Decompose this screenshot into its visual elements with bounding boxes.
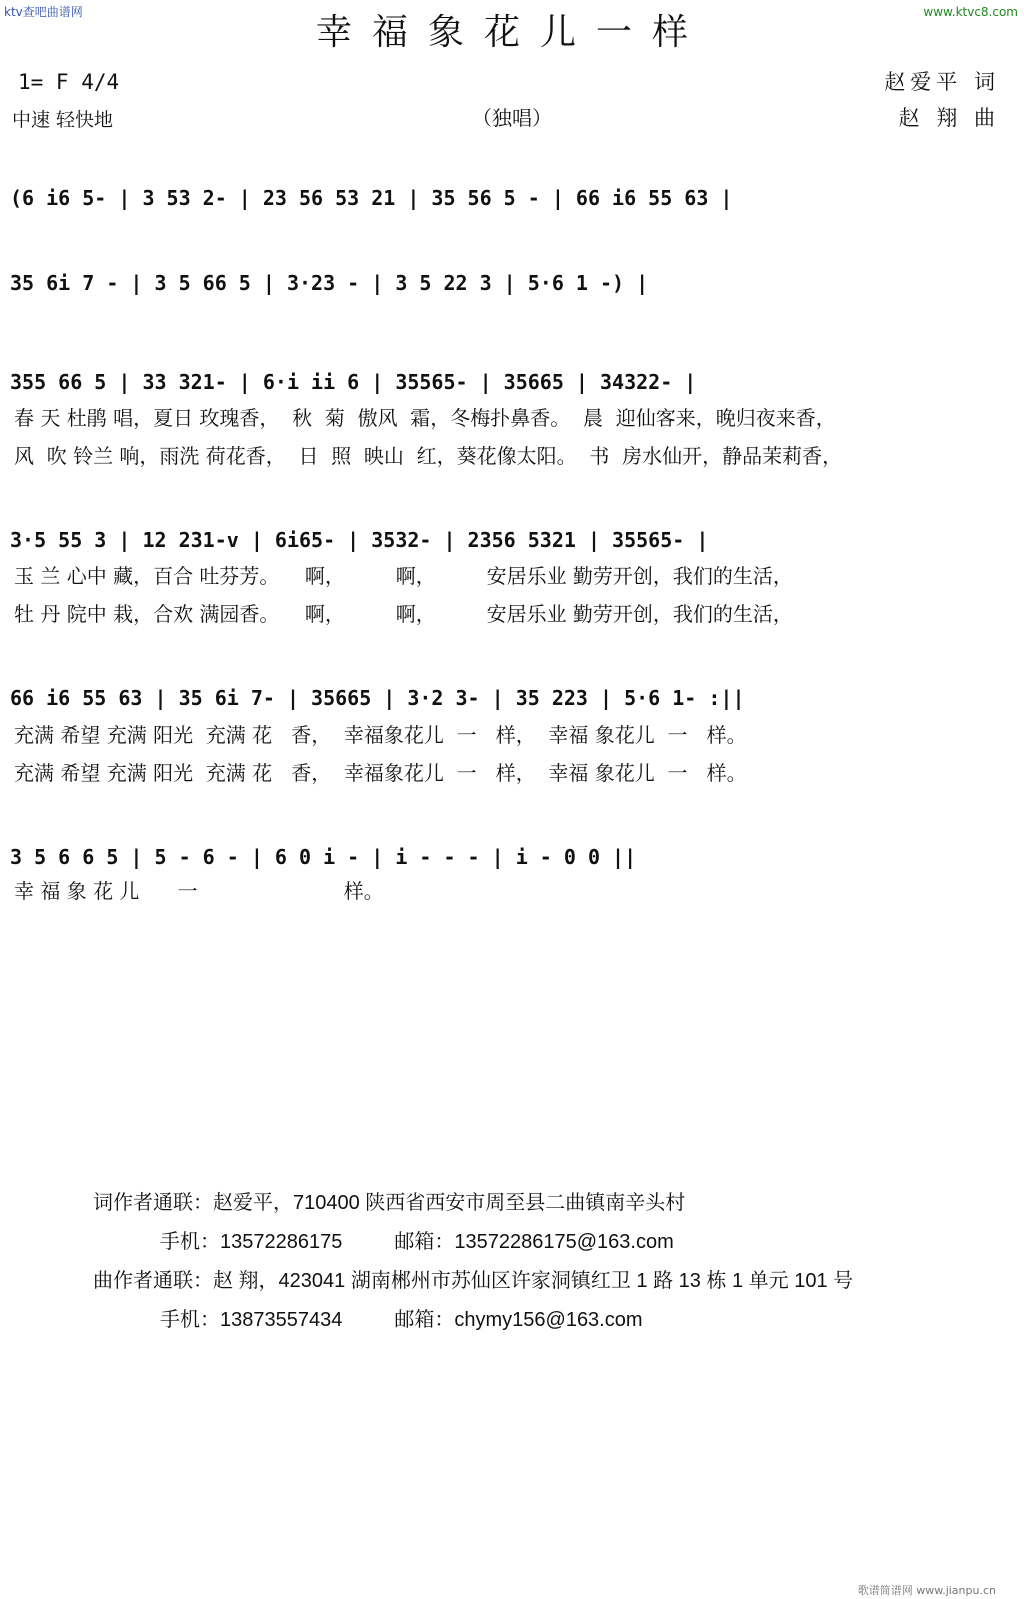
composer-contact-label: 曲作者通联： [93, 1270, 213, 1292]
composer-contact [93, 1264, 853, 1293]
lyric-verse2-row-3: 风 吹 铃兰 响，雨洗 荷花香， 日 照 映山 红，葵花像太阳。 书 房水仙开，静品茉莉香， [14, 444, 843, 468]
score-row-4: 3·5 55 3 | 12 231-v | 6i65- | 3532- | 2356 5321 | 35565- | [10, 528, 709, 552]
lyricist-contact [93, 1186, 685, 1215]
score-row-3: 355 66 5 | 33 321- | 6·i ii 6 | 35565- | 35665 | 34322- | [10, 370, 697, 394]
score-row-5: 66 i6 55 63 | 35 6i 7- | 35665 | 3·2 3- | 35 223 | 5·6 1- :|| [10, 686, 745, 710]
composer-phone: 13873557434 [220, 1309, 343, 1331]
lyricist-contact-label: 词作者通联： [93, 1192, 213, 1214]
lyricist-phone-email [160, 1225, 674, 1254]
composer-phone-label: 手机： [160, 1309, 220, 1331]
score-row-6: 3 5 6 6 5 | 5 - 6 - | 6 0 i - | i - - - | i - 0 0 || [10, 845, 637, 869]
lyric-verse1-row-4: 玉 兰 心中 藏，百合 吐芬芳。 啊， 啊， 安居乐业 勤劳开创，我们的生活， [14, 564, 793, 588]
lyricist-email: 13572286175@163.com [454, 1231, 674, 1253]
composer-credit: 赵 翔 曲 [898, 106, 1000, 130]
composer-email: chymy156@163.com [454, 1309, 643, 1331]
lyric-verse1-row-3: 春 天 杜鹃 唱，夏日 玫瑰香， 秋 菊 傲风 霜，冬梅扑鼻香。 晨 迎仙客来，晚归夜来香， [14, 406, 836, 430]
score-row-2: 35 6i 7 - | 3 5 66 5 | 3·23 - | 3 5 22 3 | 5·6 1 -) | [10, 271, 649, 295]
site-watermark-top-right: www.ktvc8.com [923, 5, 1018, 19]
lyric-verse1-row-5: 充满 希望 充满 阳光 充满 花 香， 幸福象花儿 一 样， 幸福 象花儿 一 样。 [14, 723, 747, 747]
song-title: 幸福象花儿一样 [315, 12, 708, 53]
lyricist-credit: 赵爱平 词 [884, 70, 1000, 94]
lyric-verse2-row-5: 充满 希望 充满 阳光 充满 花 香， 幸福象花儿 一 样， 幸福 象花儿 一 样。 [14, 761, 747, 785]
lyric-verse2-row-4: 牡 丹 院中 栽，合欢 满园香。 啊， 啊， 安居乐业 勤劳开创，我们的生活， [14, 602, 793, 626]
lyricist-phone: 13572286175 [220, 1231, 343, 1253]
site-watermark-top-left: ktv查吧曲谱网 [4, 5, 83, 19]
score-row-1: (6 i6 5- | 3 53 2- | 23 56 53 21 | 35 56 5 - | 66 i6 55 63 | [10, 186, 733, 210]
performance-type: （独唱） [472, 106, 552, 130]
composer-phone-email [160, 1303, 643, 1332]
tempo-marking: 中速 轻快地 [12, 109, 114, 131]
lyricist-email-label: 邮箱： [394, 1231, 455, 1253]
composer-email-label: 邮箱： [394, 1309, 455, 1331]
site-watermark-bottom-right: 歌谱简谱网 www.jianpu.cn [857, 1584, 996, 1597]
composer-contact-address: 赵 翔，423041 湖南郴州市苏仙区许家洞镇红卫 1 路 13 栋 1 单元 101 号 [213, 1270, 854, 1292]
key-signature: 1= F 4/4 [18, 70, 120, 94]
lyric-row-6: 幸 福 象 花 儿 一 样。 [14, 879, 384, 903]
lyricist-contact-address: 赵爱平，710400 陕西省西安市周至县二曲镇南辛头村 [213, 1192, 686, 1214]
lyricist-phone-label: 手机： [160, 1231, 220, 1253]
